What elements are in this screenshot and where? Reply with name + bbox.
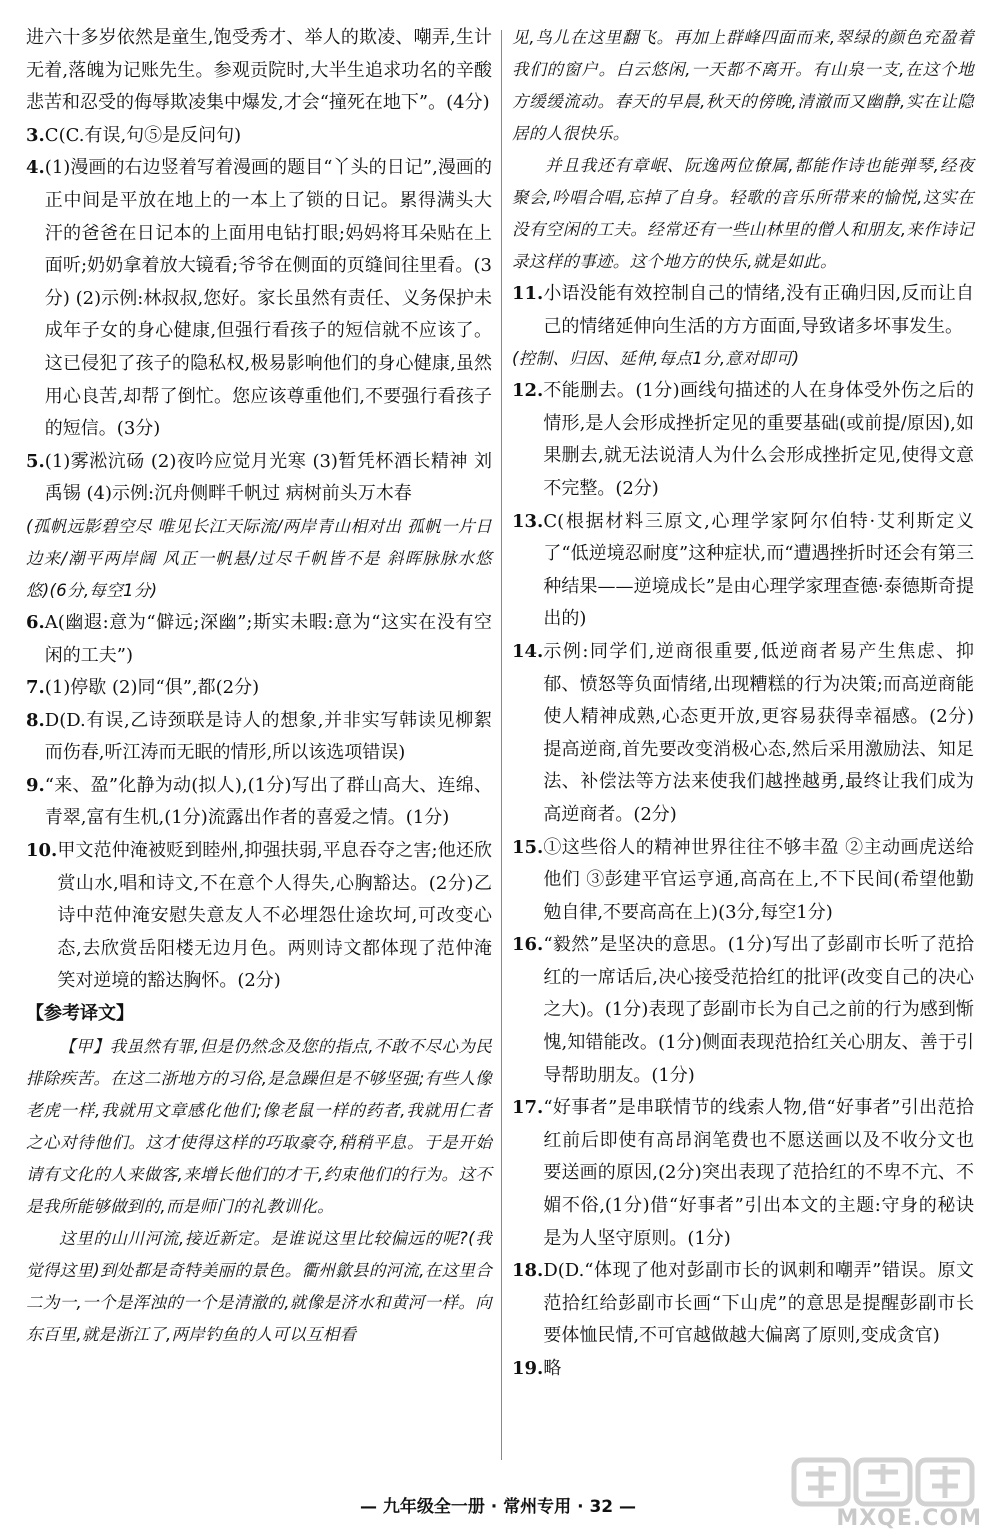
answer-item <box>512 1092 974 1255</box>
question-number: 3. <box>26 124 45 146</box>
question-number: 13. <box>512 510 544 532</box>
answer-text: 略 <box>543 1358 562 1379</box>
answer-item <box>512 636 974 832</box>
question-number: 12. <box>512 380 544 402</box>
answer-text: C(C.有误,句⑤是反问句) <box>44 124 242 146</box>
answer-item <box>26 607 492 672</box>
question-number: 10. <box>26 840 58 862</box>
answer-text: (1)漫画的右边竖着写着漫画的题目“丫头的日记”,漫画的正中间是平放在地上的一本上了锁的日记。累得满头大汗的爸爸在日记本的上面用电钻打眼;妈妈将耳朵贴在上面听;奶奶拿着放大镜看;爷爷在侧面的页缝间往里看。(3分) (2)示例:林叔叔,您好。家长虽然有责任、义务保护未成年子女的身心健康,但强行看孩子的短信就不应该了。这已侵犯了孩子的隐私权,极易影响他们的身心健康,虽然用心良苦,却帮了倒忙。您应该尊重他们,不要强行看孩子的短信。(3分) <box>44 157 492 440</box>
answer-text: 示例:同学们,逆商很重要,低逆商者易产生焦虑、抑郁、愤怒等负面情绪,出现糟糕的行为决策;而高逆商能使人精神成熟,心态更开放,更容易获得幸福感。(2分)提高逆商,首先要改变消极心态,然后采用激励法、知足法、补偿法等方法来使我们越挫越勇,最终让我们成为高逆商者。(2分) <box>543 640 974 825</box>
translation-paragraph: 并且我还有章岷、阮逸两位僚属,都能作诗也能弹琴,经夜聚会,吟唱合唱,忘掉了自身。轻歌的音乐所带来的愉悦,这实在没有空闲的工夫。经常还有一些山林里的僧人和朋友,来作诗记录这样的事迹。这个地方的快乐,就是如此。 <box>512 156 974 271</box>
answer-item <box>512 506 974 636</box>
question-number: 7. <box>26 677 45 699</box>
question-number: 19. <box>512 1358 544 1379</box>
answer-text: 小语没能有效控制自己的情绪,没有正确归因,反而让自己的情绪延伸向生活的方方面面,导致诸多坏事发生。 <box>543 283 974 337</box>
watermark-text: MXQE.COM <box>836 1506 982 1531</box>
answer-item <box>26 835 492 998</box>
question-number: 14. <box>512 640 544 662</box>
answer-item <box>26 446 492 511</box>
text-paragraph: 进六十多岁依然是童生,饱受秀才、举人的欺凌、嘲弄,生计无着,落魄为记账先生。参观贡院时,大半生追求功名的辛酸悲苦和忍受的侮辱欺凌集中爆发,才会“撞死在地下”。(4分) <box>26 27 492 114</box>
question-number: 4. <box>26 157 45 179</box>
question-number: 11. <box>512 283 544 304</box>
translation-paragraph: (孤帆远影碧空尽 唯见长江天际流/两岸青山相对出 孤帆一片日边来/潮平两岸阔 风正一帆悬/过尽千帆皆不是 斜晖脉脉水悠悠)(6分,每空1分) <box>26 516 492 600</box>
answer-text: (1)停歇 (2)同“俱”,都(2分) <box>44 677 260 699</box>
answer-item <box>26 705 492 770</box>
answer-item <box>512 832 974 930</box>
answer-item <box>26 770 492 835</box>
answer-text: (1)雾淞沆砀 (2)夜吟应觉月光寒 (3)暂凭杯酒长精神 刘禹锡 (4)示例:沉舟侧畔千帆过 病树前头万木春 <box>44 450 492 505</box>
answer-item <box>512 278 974 343</box>
answer-text: “毅然”是坚决的意思。(1分)写出了彭副市长听了范拾红的一席话后,决心接受范拾红的批评(改变自己的决心之大)。(1分)表现了彭副市长为自己之前的行为感到惭愧,知错能改。(1分)侧面表现范拾红关心朋友、善于引导帮助朋友。(1分) <box>543 934 974 1086</box>
answer-item <box>512 1255 974 1353</box>
answer-text: A(幽遐:意为“僻远;深幽”;斯实未暇:意为“这实在没有空闲的工夫”) <box>44 611 492 666</box>
question-number: 5. <box>26 450 45 472</box>
answer-text: 甲文范仲淹被贬到睦州,抑强扶弱,平息吞夺之害;他还欣赏山水,唱和诗文,不在意个人得失,心胸豁达。(2分)乙诗中范仲淹安慰失意友人不必埋怨仕途坎坷,可改变心态,去欣赏岳阳楼无边月色。两则诗文都体现了范仲淹笑对逆境的豁达胸怀。(2分) <box>57 840 492 992</box>
translation-paragraph: (控制、归因、延伸,每点1分,意对即可) <box>512 349 800 369</box>
question-number: 6. <box>26 611 45 633</box>
section-heading: 【参考译文】 <box>26 1003 134 1025</box>
question-number: 15. <box>512 836 544 858</box>
answer-item <box>26 120 492 153</box>
answer-item <box>26 672 492 705</box>
question-number: 16. <box>512 934 544 956</box>
right-column <box>512 22 974 1386</box>
question-number: 17. <box>512 1097 544 1119</box>
answer-item <box>512 1353 974 1386</box>
question-number: 8. <box>26 709 45 731</box>
answer-text: ①这些俗人的精神世界往往不够丰盈 ②主动画虎送给他们 ③彭建平官运亨通,高高在上,不下民间(希望他勤勉自律,不要高高在上)(3分,每空1分) <box>543 836 974 923</box>
answer-text: 不能删去。(1分)画线句描述的人在身体受外伤之后的情形,是人会形成挫折定见的重要基础(或前提/原因),如果删去,就无法说清人为什么会形成挫折定见,使得文意不完整。(2分) <box>543 380 974 499</box>
translation-paragraph: 【甲】我虽然有罪,但是仍然念及您的指点,不敢不尽心为民排除疾苦。在这二浙地方的习俗,是急躁但是不够坚强;有些人像老虎一样,我就用文章感化他们;像老鼠一样的药者,我就用仁者之心对待他们。这才使得这样的巧取豪夺,稍稍平息。于是开始请有文化的人来做客,来增长他们的才干,约束他们的行为。这不是我所能够做到的,而是师门的礼教训化。 <box>26 1036 492 1216</box>
answer-text: “来、盈”化静为动(拟人),(1分)写出了群山高大、连绵、青翠,富有生机,(1分)流露出作者的喜爱之情。(1分) <box>44 774 492 829</box>
answer-text: D(D.有误,乙诗颈联是诗人的想象,并非实写韩读见柳絮而伤春,听江涛而无眠的情形,所以该选项错误) <box>44 709 492 764</box>
question-number: 18. <box>512 1260 544 1282</box>
translation-paragraph: 这里的山川河流,接近新定。是谁说这里比较偏远的呢?(我觉得这里)到处都是奇特美丽的景色。衢州歙县的河流,在这里合二为一,一个是浑浊的一个是清澈的,就像是济水和黄河一样。向东百里,就是浙江了,两岸钓鱼的人可以互相看 <box>26 1228 492 1344</box>
left-column <box>26 22 492 1351</box>
answer-text: D(D.“体现了他对彭副市长的讽刺和嘲弄”错误。原文范拾红给彭副市长画“下山虎”的意思是提醒彭副市长要体恤民情,不可官越做越大偏离了原则,变成贪官) <box>543 1260 974 1347</box>
question-number: 9. <box>26 774 45 796</box>
answer-item <box>512 375 974 505</box>
answer-item <box>26 152 492 445</box>
answer-text: C(根据材料三原文,心理学家阿尔伯特·艾利斯定义了“低逆境忍耐度”这种症状,而“遭遇挫折时还会有第三种结果——逆境成长”是由心理学家理查德·泰德斯奇提出的) <box>543 510 974 630</box>
translation-paragraph: 见,鸟儿在这里翻飞。再加上群峰四面而来,翠绿的颜色充盈着我们的窗户。白云悠闲,一天都不离开。有山泉一支,在这个地方缓缓流动。春天的早晨,秋天的傍晚,清澈而又幽静,实在让隐居的人很快乐。 <box>512 28 974 143</box>
page-footer: — 九年级全一册 · 常州专用 · 32 — <box>359 1497 637 1517</box>
column-divider <box>501 30 502 1460</box>
answer-text: “好事者”是串联情节的线索人物,借“好事者”引出范拾红前后即使有高昂润笔费也不愿送画以及不收分文也要送画的原因,(2分)突出表现了范拾红的不卑不亢、不媚不俗,(1分)借“好事者”引出本文的主题:守身的秘诀是为人坚守原则。(1分) <box>543 1097 974 1249</box>
answer-item <box>512 929 974 1092</box>
